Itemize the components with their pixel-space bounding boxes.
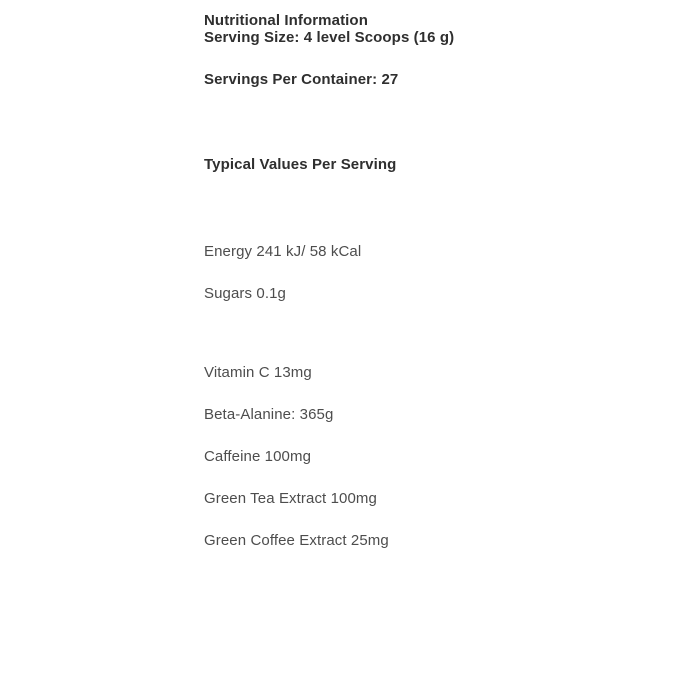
list-item: Caffeine 100mg (204, 448, 312, 465)
servings-per-container-label: Servings Per Container: 27 (204, 71, 399, 88)
serving-size-label: Serving Size: 4 level Scoops (16 g) (204, 29, 455, 46)
micro-list (204, 364, 664, 549)
list-item: Vitamin C 13mg (204, 364, 312, 381)
macro-list (204, 243, 664, 302)
nutrition-content (204, 0, 664, 549)
list-item: Green Tea Extract 100mg (204, 490, 377, 507)
page-title: Nutritional Information (204, 12, 368, 29)
list-item: Green Coffee Extract 25mg (204, 532, 389, 549)
list-item: Beta-Alanine: 365g (204, 406, 334, 423)
list-item: Sugars 0.1g (204, 285, 286, 302)
list-item: Energy 241 kJ/ 58 kCal (204, 243, 362, 260)
typical-values-heading: Typical Values Per Serving (204, 156, 397, 173)
